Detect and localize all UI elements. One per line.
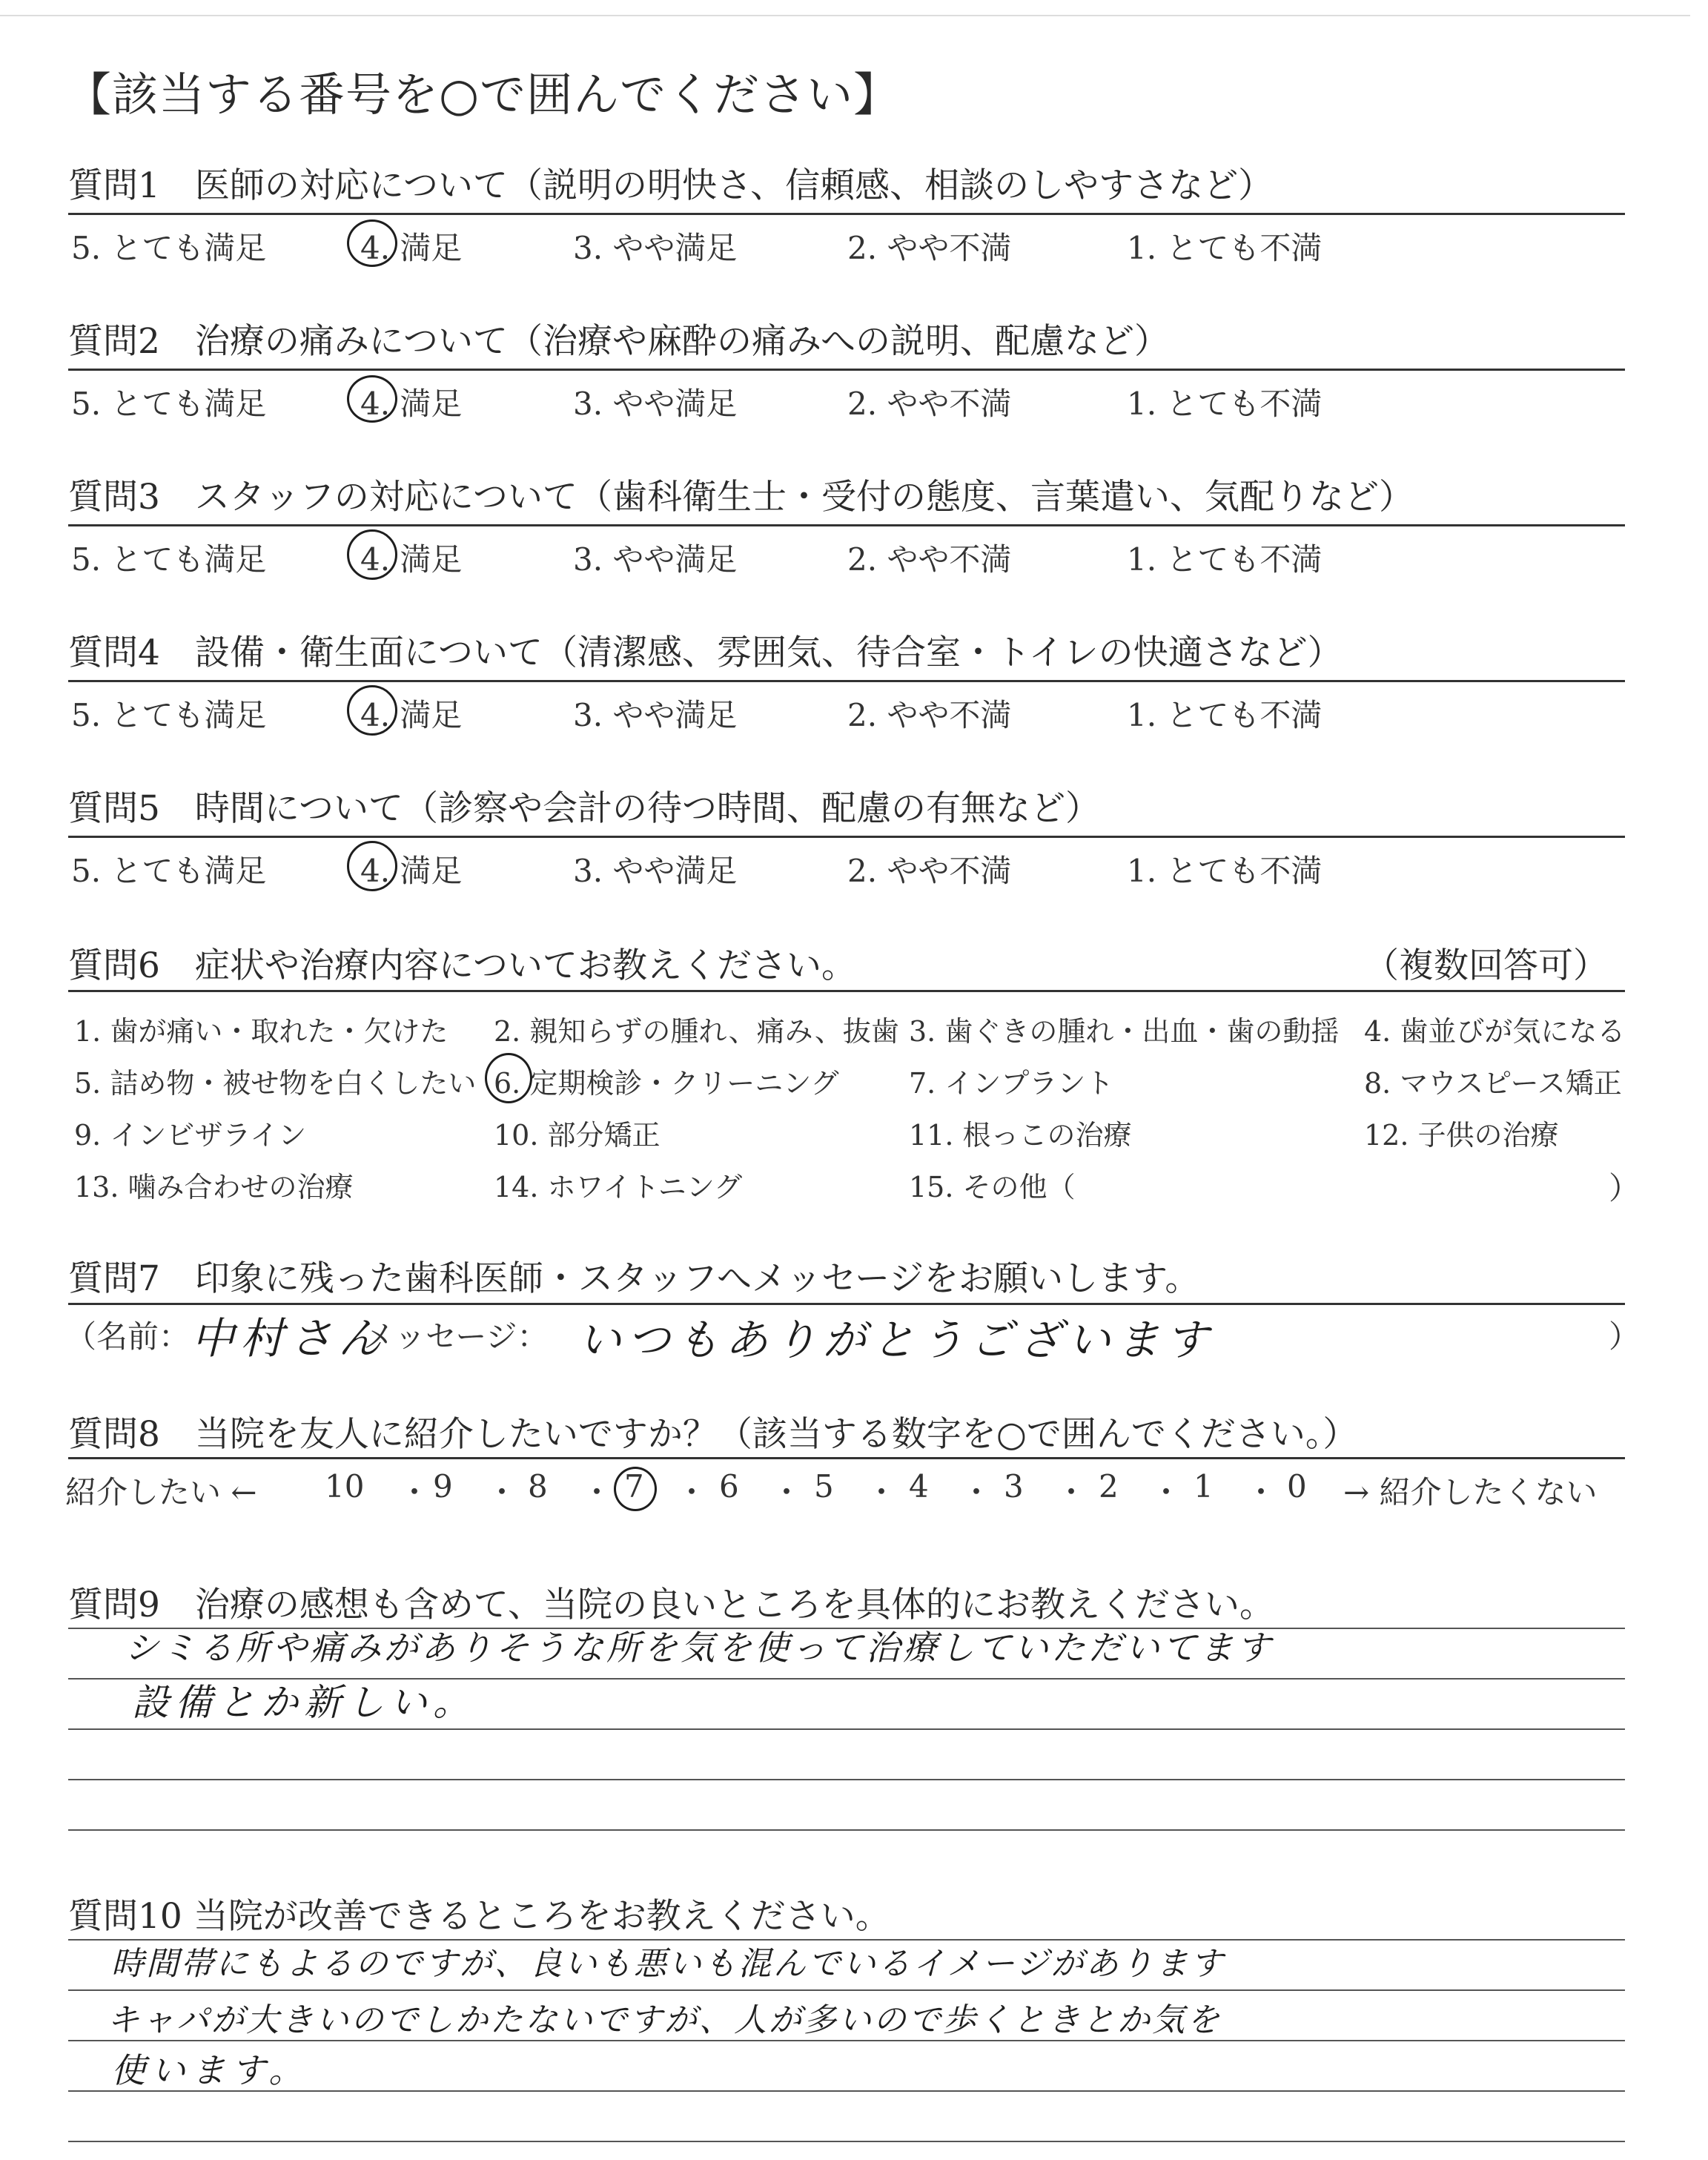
q6-option-2[interactable]: 2. 親知らずの腫れ、痛み、抜歯 bbox=[494, 1015, 899, 1048]
q8-dot: ・ bbox=[399, 1474, 431, 1510]
page-top-border bbox=[0, 15, 1690, 16]
q9-answer-line-2[interactable]: 設備とか新しい。 bbox=[132, 1681, 476, 1724]
q8-dot: ・ bbox=[866, 1474, 898, 1510]
q8-number-3[interactable]: 3 bbox=[1004, 1468, 1024, 1505]
q7-name-value[interactable]: 中村さん bbox=[191, 1313, 388, 1364]
q6-rule bbox=[68, 990, 1625, 992]
q10-heading: 質問10 当院が改善できるところをお教えください。 bbox=[68, 1896, 890, 1937]
q3-rule bbox=[68, 524, 1625, 526]
q1-option-2[interactable]: 2. やや不満 bbox=[847, 230, 1012, 266]
q1-option-4[interactable]: 4. 満足 bbox=[360, 230, 463, 266]
q6-option-12[interactable]: 12. 子供の治療 bbox=[1364, 1119, 1559, 1152]
q5-rule bbox=[68, 836, 1625, 838]
q7-message-label: メッセージ： bbox=[363, 1318, 549, 1355]
q6-other-close-paren: ） bbox=[1609, 1170, 1641, 1206]
q6-option-8[interactable]: 8. マウスピース矯正 bbox=[1364, 1067, 1622, 1100]
q2-selected-circle bbox=[347, 375, 397, 423]
q8-left-label: 紹介したい ← bbox=[65, 1474, 257, 1510]
q6-option-11[interactable]: 11. 根っこの治療 bbox=[909, 1119, 1132, 1152]
q8-number-0[interactable]: 0 bbox=[1287, 1468, 1307, 1505]
q9-line-5 bbox=[68, 1829, 1625, 1831]
q8-number-5[interactable]: 5 bbox=[814, 1468, 834, 1505]
page-title: 【該当する番号を○で囲んでください】 bbox=[65, 67, 901, 122]
q6-option-15[interactable]: 15. その他（ bbox=[909, 1171, 1076, 1203]
q3-option-4[interactable]: 4. 満足 bbox=[360, 541, 463, 578]
q4-rule bbox=[68, 680, 1625, 682]
q4-option-4[interactable]: 4. 満足 bbox=[360, 697, 463, 733]
q6-option-6[interactable]: 6. 定期検診・クリーニング bbox=[494, 1067, 839, 1100]
q2-rule bbox=[68, 369, 1625, 371]
q9-line-3 bbox=[68, 1728, 1625, 1730]
q8-selected-circle bbox=[614, 1467, 657, 1511]
q3-option-5[interactable]: 5. とても満足 bbox=[71, 541, 267, 578]
q4-option-2[interactable]: 2. やや不満 bbox=[847, 697, 1012, 733]
q1-heading: 質問1 医師の対応について（説明の明快さ、信頼感、相談のしやすさなど） bbox=[68, 165, 1274, 206]
q2-heading: 質問2 治療の痛みについて（治療や麻酔の痛みへの説明、配慮など） bbox=[68, 321, 1170, 362]
q6-option-10[interactable]: 10. 部分矯正 bbox=[494, 1119, 661, 1152]
q8-dot: ・ bbox=[1151, 1474, 1182, 1510]
q2-option-2[interactable]: 2. やや不満 bbox=[847, 386, 1012, 422]
q3-option-3[interactable]: 3. やや満足 bbox=[573, 541, 738, 578]
q1-rule bbox=[68, 213, 1625, 215]
q1-option-1[interactable]: 1. とても不満 bbox=[1127, 230, 1323, 266]
q8-number-1[interactable]: 1 bbox=[1194, 1468, 1214, 1505]
q8-number-10[interactable]: 10 bbox=[325, 1468, 365, 1505]
q1-option-5[interactable]: 5. とても満足 bbox=[71, 230, 267, 266]
q8-number-9[interactable]: 9 bbox=[433, 1468, 453, 1505]
q4-option-3[interactable]: 3. やや満足 bbox=[573, 697, 738, 733]
q6-note: （複数回答可） bbox=[1364, 945, 1608, 986]
q8-right-label: → 紹介したくない bbox=[1343, 1474, 1598, 1510]
q1-selected-circle bbox=[347, 219, 397, 267]
q8-number-7[interactable]: 7 bbox=[624, 1468, 644, 1505]
q10-answer-line-2[interactable]: キャパが大きいのでしかたないですが、人が多いので歩くときとか気を bbox=[107, 2001, 1222, 2039]
q5-heading: 質問5 時間について（診察や会計の待つ時間、配慮の有無など） bbox=[68, 788, 1100, 829]
q8-number-2[interactable]: 2 bbox=[1099, 1468, 1119, 1505]
q10-line-5 bbox=[68, 2141, 1625, 2142]
q7-name-label: （名前： bbox=[65, 1318, 191, 1355]
q2-option-1[interactable]: 1. とても不満 bbox=[1127, 386, 1323, 422]
q9-line-4 bbox=[68, 1779, 1625, 1780]
q2-option-4[interactable]: 4. 満足 bbox=[360, 386, 463, 422]
q6-option-9[interactable]: 9. インビザライン bbox=[74, 1119, 307, 1152]
q8-number-6[interactable]: 6 bbox=[719, 1468, 739, 1505]
q9-heading: 質問9 治療の感想も含めて、当院の良いところを具体的にお教えください。 bbox=[68, 1585, 1274, 1625]
q7-heading: 質問7 印象に残った歯科医師・スタッフへメッセージをお願いします。 bbox=[68, 1258, 1200, 1299]
q8-dot: ・ bbox=[676, 1474, 708, 1510]
q8-dot: ・ bbox=[961, 1474, 993, 1510]
q4-option-1[interactable]: 1. とても不満 bbox=[1127, 697, 1323, 733]
q4-option-5[interactable]: 5. とても満足 bbox=[71, 697, 267, 733]
q5-option-4[interactable]: 4. 満足 bbox=[360, 853, 463, 889]
q5-option-3[interactable]: 3. やや満足 bbox=[573, 853, 738, 889]
q10-line-2 bbox=[68, 1989, 1625, 1991]
q8-rule bbox=[68, 1457, 1625, 1459]
q8-dot: ・ bbox=[1245, 1474, 1277, 1510]
q7-message-value[interactable]: いつもありがとうございます bbox=[578, 1315, 1215, 1365]
q6-option-7[interactable]: 7. インプラント bbox=[909, 1067, 1114, 1100]
q5-option-1[interactable]: 1. とても不満 bbox=[1127, 853, 1323, 889]
q6-option-13[interactable]: 13. 噛み合わせの治療 bbox=[74, 1171, 354, 1203]
q5-option-2[interactable]: 2. やや不満 bbox=[847, 853, 1012, 889]
q8-dot: ・ bbox=[486, 1474, 518, 1510]
q3-option-2[interactable]: 2. やや不満 bbox=[847, 541, 1012, 578]
q8-dot: ・ bbox=[771, 1474, 803, 1510]
q8-heading: 質問8 当院を友人に紹介したいですか？（該当する数字を○で囲んでください。） bbox=[68, 1414, 1358, 1455]
q6-option-1[interactable]: 1. 歯が痛い・取れた・欠けた bbox=[74, 1015, 448, 1048]
q3-heading: 質問3 スタッフの対応について（歯科衛生士・受付の態度、言葉遣い、気配りなど） bbox=[68, 477, 1414, 518]
q1-option-3[interactable]: 3. やや満足 bbox=[573, 230, 738, 266]
q4-heading: 質問4 設備・衛生面について（清潔感、雰囲気、待合室・トイレの快適さなど） bbox=[68, 633, 1343, 673]
q10-answer-line-1[interactable]: 時間帯にもよるのですが、良いも悪いも混んでいるイメージがあります bbox=[111, 1945, 1225, 1983]
q10-answer-line-3[interactable]: 使います。 bbox=[111, 2050, 309, 2090]
q7-close-paren: ） bbox=[1609, 1318, 1641, 1355]
q2-option-3[interactable]: 3. やや満足 bbox=[573, 386, 738, 422]
q6-selected-circle bbox=[485, 1053, 532, 1103]
q8-number-8[interactable]: 8 bbox=[528, 1468, 548, 1505]
q6-option-14[interactable]: 14. ホワイトニング bbox=[494, 1171, 743, 1203]
q6-option-4[interactable]: 4. 歯並びが気になる bbox=[1364, 1015, 1626, 1048]
q3-option-1[interactable]: 1. とても不満 bbox=[1127, 541, 1323, 578]
q6-heading: 質問6 症状や治療内容についてお教えください。 bbox=[68, 945, 856, 986]
q2-option-5[interactable]: 5. とても満足 bbox=[71, 386, 267, 422]
q4-selected-circle bbox=[347, 685, 397, 736]
q3-selected-circle bbox=[347, 529, 397, 580]
q8-number-4[interactable]: 4 bbox=[909, 1468, 929, 1505]
q8-dot: ・ bbox=[1056, 1474, 1088, 1510]
q5-option-5[interactable]: 5. とても満足 bbox=[71, 853, 267, 889]
q6-option-5[interactable]: 5. 詰め物・被せ物を白くしたい bbox=[74, 1067, 477, 1100]
q6-option-3[interactable]: 3. 歯ぐきの腫れ・出血・歯の動揺 bbox=[909, 1015, 1340, 1048]
q9-answer-line-1[interactable]: シミる所や痛みがありそうな所を気を使って治療していただいてます bbox=[125, 1628, 1274, 1668]
q5-selected-circle bbox=[347, 841, 397, 891]
q8-dot: ・ bbox=[581, 1474, 613, 1510]
